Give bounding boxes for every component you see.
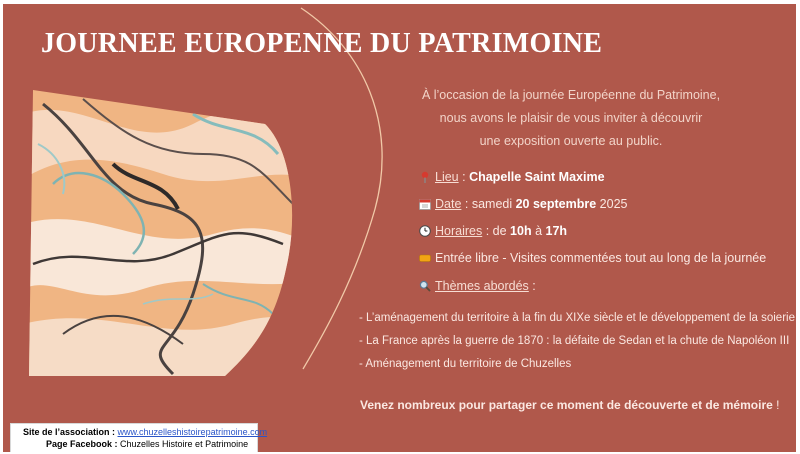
lieu-separator: :	[458, 170, 470, 184]
facebook-label: Page Facebook :	[46, 439, 121, 449]
theme-item: - L’aménagement du territoire à la fin du XIXe siècle et le développement de la soierie	[359, 312, 795, 324]
clock-icon	[419, 225, 431, 237]
lieu-line	[419, 170, 605, 184]
page-title: JOURNEE EUROPENNE DU PATRIMOINE	[41, 28, 603, 59]
lieu-value: Chapelle Saint Maxime	[469, 170, 605, 184]
horaires-from: 10h	[510, 224, 532, 238]
calendar-icon	[419, 198, 431, 210]
footer-facebook-row	[46, 439, 248, 449]
ticket-icon	[419, 252, 431, 264]
entree-line	[419, 251, 766, 265]
date-prefix: : samedi	[461, 197, 516, 211]
themes-heading	[419, 279, 536, 293]
horaires-line	[419, 224, 567, 238]
pushpin-icon	[419, 171, 431, 183]
horaires-to: 17h	[545, 224, 568, 238]
footer-site-row	[23, 427, 267, 437]
horaires-prefix: : de	[482, 224, 511, 238]
themes-separator: :	[528, 279, 536, 293]
entree-text: Entrée libre - Visites commentées tout au long de la journée	[435, 251, 767, 265]
invitation-slide	[3, 4, 796, 452]
intro-line: une exposition ouverte au public.	[479, 134, 663, 148]
horaires-mid: à	[531, 224, 546, 238]
facebook-page-name: Chuzelles Histoire et Patrimoine	[120, 439, 249, 449]
intro-line: À l’occasion de la journée Européenne du Patrimoine,	[421, 88, 721, 102]
date-line	[419, 197, 627, 211]
date-day: 20 septembre	[515, 197, 597, 211]
date-label: Date	[435, 197, 462, 211]
call-to-action	[360, 398, 779, 412]
marble-artwork	[3, 4, 796, 452]
site-label: Site de l’association :	[23, 427, 118, 437]
site-link[interactable]: www.chuzelleshistoirepatrimoine.com	[117, 427, 268, 437]
horaires-label: Horaires	[435, 224, 483, 238]
date-year: 2025	[596, 197, 628, 211]
intro-text	[403, 84, 739, 153]
magnifier-icon	[419, 280, 431, 292]
lieu-label: Lieu	[435, 170, 459, 184]
theme-item: - Aménagement du territoire de Chuzelles	[359, 358, 572, 370]
cta-text: Venez nombreux pour partager ce moment de découverte et de mémoire	[360, 398, 773, 412]
intro-line: nous avons le plaisir de vous inviter à découvrir	[439, 111, 703, 125]
theme-item: - La France après la guerre de 1870 : la défaite de Sedan et la chute de Napoléon III	[359, 335, 790, 347]
cta-end: !	[772, 398, 780, 412]
themes-list	[359, 307, 795, 376]
themes-label: Thèmes abordés	[435, 279, 529, 293]
footer-info-box	[10, 423, 268, 452]
